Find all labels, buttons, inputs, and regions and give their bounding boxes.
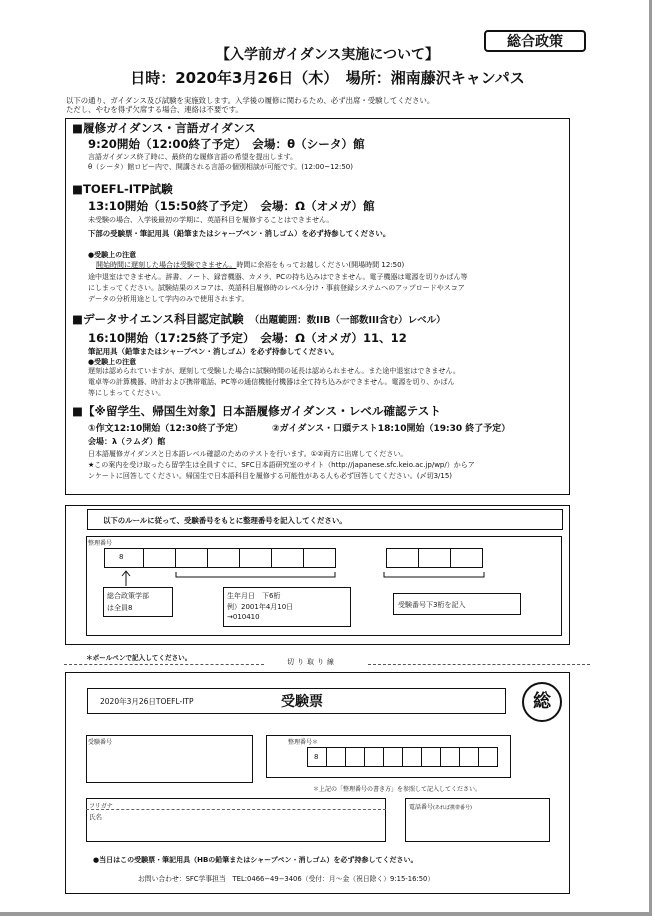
contact-info: お問い合わせ：SFC学事担当 TEL:0466−49−3406（受付：月〜金（祝日除く）9:15-16:50） <box>138 875 435 883</box>
exam-number-label: 受験番号 <box>88 739 113 746</box>
seiri-digit-cell[interactable] <box>345 747 365 767</box>
digit-cell <box>450 548 483 568</box>
ticket-header: 2020年3月26日TOEFL-ITP <box>100 697 194 706</box>
section-time-guidance: 9:20開始（12:00終了予定） 会場：θ（シータ）館 <box>88 137 365 151</box>
pen-note: ＊ボールペンで記入してください。 <box>86 654 192 662</box>
caution-line <box>96 261 404 270</box>
digit-cell <box>175 548 208 568</box>
datascience-title: ■データサイエンス科目認定試験 <box>72 312 244 326</box>
seiri-reference-note: ＊上記の「整理番号の書き方」を参照して記入してください。 <box>313 786 482 793</box>
seiri-digit-cell[interactable] <box>326 747 346 767</box>
caution-heading: ●受験上の注意 <box>88 251 137 259</box>
birthdate-note: 例）2001年4月10日 <box>227 603 294 611</box>
document-title: 【入学前ガイダンス実施について】 <box>215 47 440 63</box>
cut-line-label: 切り取り線 <box>287 658 337 666</box>
digit-cell <box>418 548 451 568</box>
phone-label <box>409 802 472 811</box>
furigana-divider <box>86 809 386 810</box>
exam-number-note: 受験番号下3桁を記入 <box>398 601 466 609</box>
digit-cell-1 <box>104 548 144 568</box>
department-badge: 総合政策 <box>484 30 586 52</box>
date-place-line: 日時：2020年3月26日（木） 場所：湘南藤沢キャンパス <box>130 69 525 87</box>
digit-cell <box>271 548 304 568</box>
birthdate-note: 生年月日 下6桁 <box>227 592 281 600</box>
name-field[interactable] <box>86 798 386 842</box>
section-heading-toefl: ■TOEFL-ITP試験 <box>72 182 173 196</box>
section-note: 等にしまってください。 <box>88 389 165 397</box>
section-heading-datascience <box>72 311 446 327</box>
japanese-part-1: ①作文12:10開始（12:30終了予定） <box>88 424 243 434</box>
section-note: データの分析用途として学内のみで使用されます。 <box>88 295 249 303</box>
seiri-label: 整理番号 <box>88 540 113 547</box>
section-note: 日本語履修ガイダンスと日本語レベル確認のためのテストを行います。①②両方に出席してください。 <box>88 450 408 458</box>
digit-cell <box>207 548 240 568</box>
caution-heading: ●受験上の注意 <box>88 358 137 366</box>
section-note: 遅刻は認められていますが、遅刻して受験した場合に試験時間の延長は認められません。また途中退室はできません。 <box>88 367 460 375</box>
cut-line-left <box>64 664 264 665</box>
seiri-digit-cell[interactable] <box>459 747 479 767</box>
seiri-digit-cell[interactable] <box>402 747 422 767</box>
seiri-digit-cell[interactable] <box>383 747 403 767</box>
section-note: 未受験の場合、入学後最初の学期に、英語科目を履修することはできません。 <box>88 216 334 224</box>
japanese-venue: 会場：λ（ラムダ）館 <box>88 437 166 446</box>
section-note: 途中退室はできません。辞書、ノート、録音機器、カメラ、PCの持ち込みはできません。電子機器は電源を切りかばん等 <box>88 273 468 281</box>
japanese-part-2: ②ガイダンス・口頭テスト18:10開始（19:30 終了予定） <box>272 424 511 434</box>
digit-cell <box>239 548 272 568</box>
intro-line-1: 以下の通り、ガイダンス及び試験を実施致します。入学後の履修に関わるため、必ず出席・受験してください。 <box>66 96 435 105</box>
seiri-digit-cell-1 <box>307 747 327 767</box>
name-label: 氏名 <box>89 813 102 821</box>
digit-cell <box>303 548 336 568</box>
digit-cell <box>143 548 176 568</box>
section-heading-japanese: ■【※留学生、帰国生対象】日本語履修ガイダンス・レベル確認テスト <box>72 404 441 418</box>
seiri-number-label: 整理番号＊ <box>288 739 319 746</box>
ticket-bring-note: ●当日はこの受験票・筆記用具（HBの鉛筆またはシャープペン・消しゴム）を必ず持参してください。 <box>93 856 418 864</box>
faculty-note: は全員8 <box>107 604 133 612</box>
fixed-digit: 8 <box>119 553 124 561</box>
section-note: にしまってください。試験結果のスコアは、英語科目履修時のレベル分け・事前登録システムへのアップロードやスコア <box>88 284 465 292</box>
ticket-title: 受験票 <box>281 694 323 710</box>
phone-label-text: 電話番号 <box>409 804 434 811</box>
bring-items-note: 下部の受験票・筆記用具（鉛筆またはシャープペン・消しゴム）を必ず持参してください。 <box>88 229 391 238</box>
seal-icon: 総 <box>522 682 562 722</box>
datascience-scope: （出題範囲：数IIB（一部数III含む）レベル） <box>249 315 446 326</box>
arrival-note: 時間に余裕をもってお越しください(開場時間 12:50) <box>236 261 405 269</box>
section-note: 電卓等の計算機器、時計および携帯電話、PC等の通信機能付機器は全て持ち込みができません。電源を切り、かばん <box>88 378 455 386</box>
furigana-label: フリガナ <box>89 803 113 810</box>
fixed-digit: 8 <box>314 753 319 761</box>
intro-line-2: ただし、やむを得ず欠席する場合、連絡は不要です。 <box>66 105 243 114</box>
seiri-digit-cell[interactable] <box>421 747 441 767</box>
section-heading-guidance: ■履修ガイダンス・言語ガイダンス <box>72 121 256 135</box>
bring-items-note: 筆記用具（鉛筆またはシャープペン・消しゴム）を必ず持参してください。 <box>88 347 339 356</box>
section-time-datascience: 16:10開始（17:25終了予定） 会場：Ω（オメガ）11、12 <box>88 331 407 345</box>
section-note: ンケートに回答してください。帰国生で日本語科目を履修する可能性がある人も必ず回答してください。(〆切3/15) <box>88 472 453 480</box>
seiri-digit-cell[interactable] <box>440 747 460 767</box>
section-note: θ（シータ）館ロビー内で、開講される言語の個別相談が可能です。(12:00~12:50) <box>88 163 353 171</box>
late-warning: 開始時間に遅刻した場合は受験できません。 <box>96 261 237 269</box>
cut-line-right <box>368 664 590 665</box>
phone-label-sub: (あれば携帯番号) <box>433 805 472 811</box>
digit-cell <box>386 548 419 568</box>
faculty-note: 総合政策学部 <box>107 592 149 600</box>
section-note: ★この案内を受け取ったら留学生は全員すぐに、SFC日本語研究室のサイト（http://japanese.sfc.keio.ac.jp/wp/）からア <box>88 461 475 469</box>
section-time-toefl: 13:10開始（15:50終了予定） 会場：Ω（オメガ）館 <box>88 199 375 213</box>
seiri-digit-cell[interactable] <box>478 747 498 767</box>
seiri-digit-cell[interactable] <box>364 747 384 767</box>
section-note: 言語ガイダンス終了時に、最終的な履修言語の希望を提出します。 <box>88 153 298 161</box>
birthdate-note: →010410 <box>227 613 260 621</box>
rule-instruction: 以下のルールに従って、受験番号をもとに整理番号を記入してください。 <box>103 516 347 525</box>
